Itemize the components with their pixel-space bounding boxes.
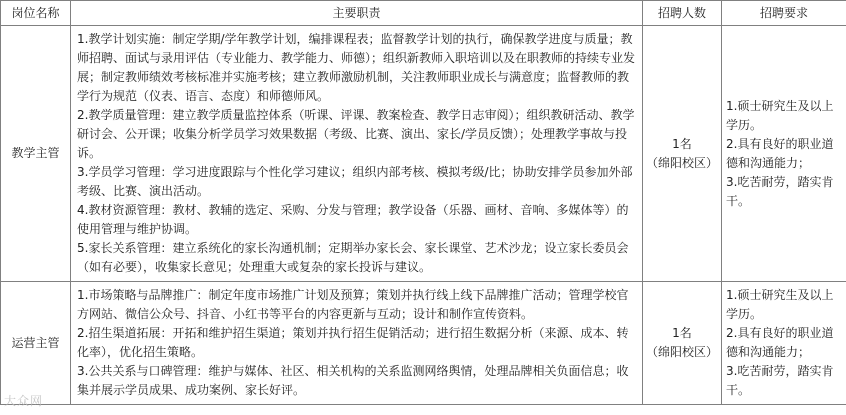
duties-cell — [71, 26, 643, 282]
count-value: 1名 — [672, 136, 692, 151]
position-cell: 运营主管 — [1, 282, 71, 405]
table-row — [1, 282, 846, 405]
table-row — [1, 26, 846, 282]
duty-item: 2.招生渠道拓展：开拓和维护招生渠道；策划并执行招生促销活动；进行招生数据分析（来源、成本、转化率），优化招生策略。 — [77, 326, 629, 359]
duties-cell — [71, 282, 643, 405]
campus-value: （绵阳校区） — [645, 155, 718, 170]
duty-item: 1.市场策略与品牌推广：制定年度市场推广计划及预算；策划并执行线上线下品牌推广活动；管理学校官方网站、微信公众号、抖音、小红书等平台的内容更新与互动；设计和制作宣传资料。 — [77, 288, 629, 321]
requirements-cell — [722, 282, 846, 405]
requirement-item: 2.具有良好的职业道德和沟通能力； — [726, 136, 834, 170]
header-requirements: 招聘要求 — [722, 1, 846, 26]
duty-item: 3.公共关系与口碑管理：维护与媒体、社区、相关机构的关系监测网络舆情，处理品牌相关负面信息；收集并展示学员成果、成功案例、家长好评。 — [77, 364, 629, 397]
header-row — [1, 1, 846, 26]
watermark-logo: 大众网 — [4, 394, 44, 408]
duty-item: 4.教材资源管理：教材、教辅的选定、采购、分发与管理；教学设备（乐器、画材、音响、多媒体等）的使用管理与维护协调。 — [77, 203, 629, 236]
position-cell: 教学主管 — [1, 26, 71, 282]
duty-item: 1.教学计划实施：制定学期/学年教学计划，编排课程表；监督教学计划的执行，确保教学进度与质量；教师招聘、面试与录用评估（专业能力、教学能力、师德）；组织新教师入职培训以及在职教师的持续专业发展；制定教师绩效考核标准并实施考核；建立教师激励机制，关注教师职业成长与满意度；监督教师的教学行为规范（仪表、语言、态度）和师德师风。 — [77, 32, 636, 103]
requirements-cell — [722, 26, 846, 282]
requirement-item: 3.吃苦耐劳，踏实肯干。 — [726, 174, 834, 208]
requirement-item: 2.具有良好的职业道德和沟通能力； — [726, 326, 834, 359]
requirement-item: 1.硕士研究生及以上学历。 — [726, 288, 834, 321]
count-value: 1名 — [672, 326, 692, 340]
requirement-item: 3.吃苦耐劳，踏实肯干。 — [726, 364, 834, 397]
requirement-item: 1.硕士研究生及以上学历。 — [726, 98, 834, 132]
count-cell — [643, 26, 722, 282]
header-duties: 主要职责 — [71, 1, 643, 26]
count-cell — [643, 282, 722, 405]
duty-item: 5.家长关系管理：建立系统化的家长沟通机制；定期举办家长会、家长课堂、艺术沙龙；设立家长委员会（如有必要），收集家长意见；处理重大或复杂的家长投诉与建议。 — [77, 241, 629, 274]
duty-item: 2.教学质量管理：建立教学质量监控体系（听课、评课、教案检查、教学日志审阅）；组织教研活动、教学研讨会、公开课；收集分析学员学习效果数据（考级、比赛、演出、家长/学员反馈）；处理教学事故与投诉。 — [77, 108, 635, 160]
duty-item: 3.学员学习管理：学习进度跟踪与个性化学习建议；组织内部考核、模拟考级/比；协助安排学员参加外部考级、比赛、演出活动。 — [77, 165, 633, 198]
campus-value: （绵阳校区） — [645, 345, 718, 359]
header-position: 岗位名称 — [1, 1, 71, 26]
header-count: 招聘人数 — [643, 1, 722, 26]
